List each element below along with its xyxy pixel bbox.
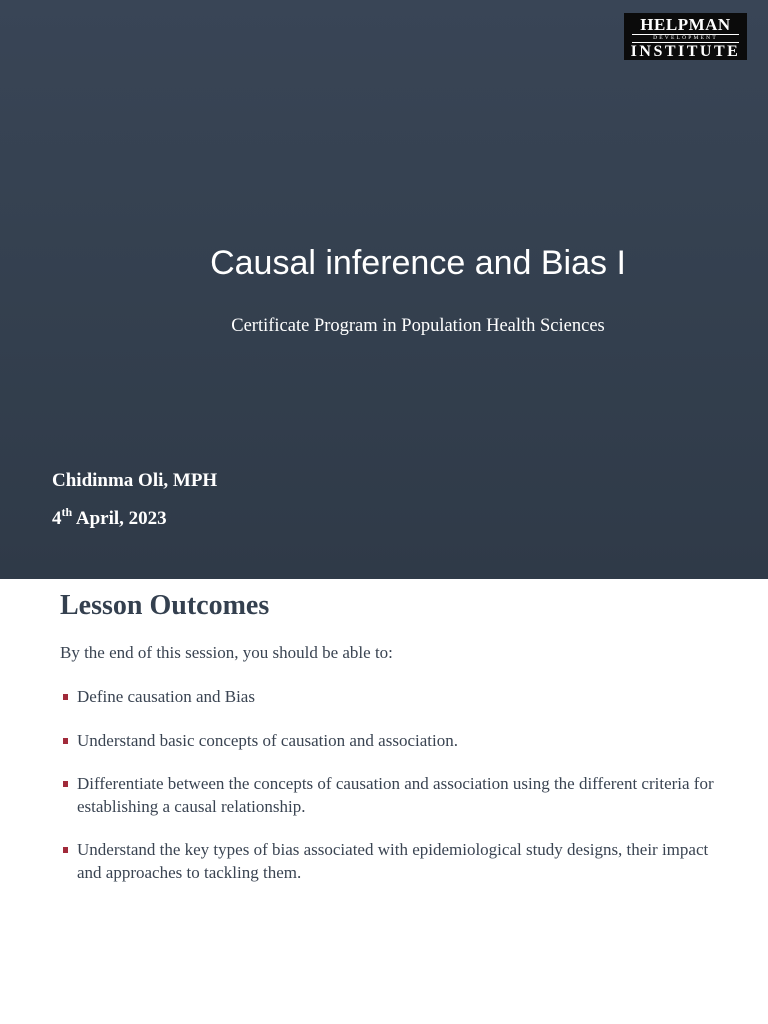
date-ordinal-suffix: th <box>61 504 73 519</box>
outcome-item <box>60 773 720 818</box>
outcomes-intro: By the end of this session, you should be able to: <box>60 643 393 662</box>
outcome-text: Understand basic concepts of causation and association. <box>77 730 458 750</box>
date-day: 4 <box>52 508 62 529</box>
presentation-title: Causal inference and Bias I <box>210 244 626 282</box>
logo-text-development: DEVELOPMENT <box>632 34 739 43</box>
square-bullet-icon <box>63 847 68 853</box>
square-bullet-icon <box>63 738 68 744</box>
outcome-item <box>60 839 720 884</box>
square-bullet-icon <box>63 781 68 787</box>
outcome-text: Differentiate between the concepts of causation and association using the different criteria for establishing a causal relationship. <box>77 774 714 816</box>
outcome-text: Define causation and Bias <box>77 687 255 706</box>
date-month-year: April, 2023 <box>72 508 167 529</box>
outcomes-list <box>60 686 720 905</box>
square-bullet-icon <box>63 694 68 700</box>
lesson-outcomes-heading: Lesson Outcomes <box>60 590 270 621</box>
presenter-name: Chidinma Oli, MPH <box>52 470 218 491</box>
helpman-institute-logo <box>624 13 747 60</box>
logo-text-helpman: HELPMAN <box>640 15 731 34</box>
logo-text-institute: INSTITUTE <box>630 43 741 60</box>
outcome-item <box>60 730 720 753</box>
outcome-text: Understand the key types of bias associated with epidemiological study designs, their impact and approaches to tackling them. <box>77 840 709 882</box>
presentation-date <box>52 505 167 533</box>
presentation-subtitle: Certificate Program in Population Health Sciences <box>231 316 605 336</box>
outcome-item <box>60 686 720 709</box>
